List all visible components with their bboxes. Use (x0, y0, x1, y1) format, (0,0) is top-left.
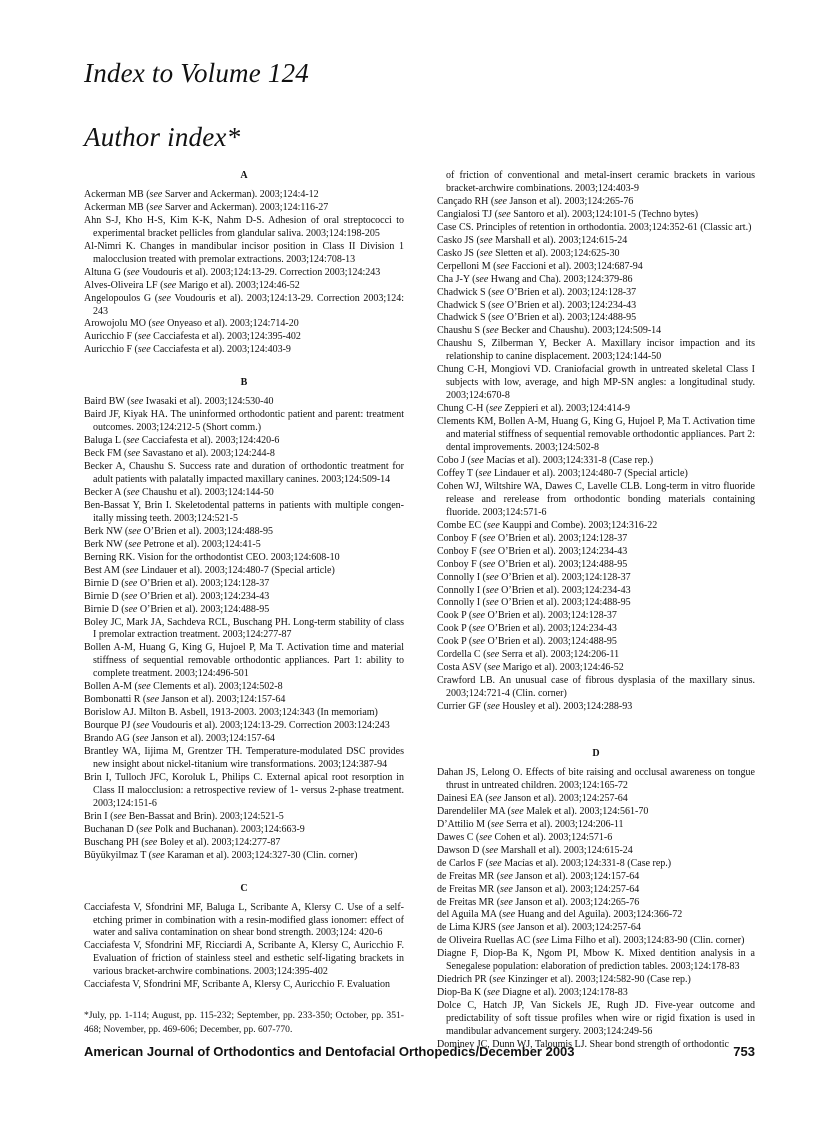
index-entry: Currier GF (see Housley et al). 2003;124:288-93 (437, 701, 633, 713)
index-entry: Auricchio F (see Cacciafesta et al). 2003;124:403-9 (84, 344, 291, 356)
journal-name: American Journal of Orthodontics and Dentofacial Orthopedics/December 2003 (84, 1044, 575, 1059)
index-entry: Crawford LB. An unusual case of fibrous dysplasia of the maxillary sinus. 2003;124:721-4 (Clin. corner) (437, 675, 755, 700)
index-entry: Baird BW (see Iwasaki et al). 2003;124:530-40 (84, 396, 274, 408)
index-entry: Cangialosi TJ (see Santoro et al). 2003;124:101-5 (Techno bytes) (437, 208, 699, 220)
index-entry: Dahan JS, Lelong O. Effects of bite raising and occlusal awareness on tongue thrust in untreated children. 2003;124:165-72 (437, 766, 755, 791)
index-entry: Cook P (see O’Brien et al). 2003;124:488-95 (437, 636, 617, 648)
index-entry: Bombonatti R (see Janson et al). 2003;124:157-64 (84, 694, 286, 706)
volume-index-title: Index to Volume 124 (84, 58, 309, 88)
index-entry: Ben-Bassat Y, Brin I. Skeletodental patterns in patients with multiple congen-itally missing teeth. 2003;124:521-5 (84, 499, 404, 524)
index-entry: Chaushu S, Zilberman Y, Becker A. Maxillary incisor impaction and its relationship to canine displacement. 2003;124:144-50 (437, 338, 755, 363)
index-entry: Birnie D (see O’Brien et al). 2003;124:234-43 (84, 590, 270, 602)
index-entry: Bollen A-M, Huang G, King G, Hujoel P, Ma T. Activation time and material stiffness of sequential removable orthodontic appliances. Part 1: ability to complete treatment. 2003;124:496-501 (84, 642, 404, 680)
section-letter-a: A (240, 170, 248, 181)
index-entry: Borislow AJ. Milton B. Asbell, 1913-2003. 2003;124:343 (In memoriam) (84, 707, 378, 719)
index-entry: Diedrich PR (see Kinzinger et al). 2003;124:582-90 (Case rep.) (437, 974, 691, 986)
index-entry: Costa ASV (see Marigo et al). 2003;124:46-52 (437, 662, 624, 674)
index-entry: Connolly I (see O’Brien et al). 2003;124:234-43 (437, 584, 631, 596)
index-entry: de Freitas MR (see Janson et al). 2003;124:157-64 (437, 870, 640, 882)
index-entry: Chung C-H, Mongiovi VD. Craniofacial growth in untreated skeletal Class I subjects with low, average, and high MP-SN angles: a longitudinal study. 2003;124:670-8 (437, 364, 755, 402)
index-entry: Cerpelloni M (see Faccioni et al). 2003;124:687-94 (437, 260, 643, 272)
index-entry: Buchanan D (see Polk and Buchanan). 2003;124:663-9 (84, 823, 305, 835)
index-entry: Dominey JC, Dunn WJ, Taloumis LJ. Shear bond strength of orthodontic (437, 1039, 729, 1050)
index-entry: Case CS. Principles of retention in orthodontia. 2003;124:352-61 (Classic art.) (437, 221, 752, 233)
index-entry: Birnie D (see O’Brien et al). 2003;124:128-37 (84, 577, 270, 589)
index-entry: Berk NW (see O’Brien et al). 2003;124:488-95 (84, 525, 273, 537)
index-entry: Bollen A-M (see Clements et al). 2003;124:502-8 (84, 681, 283, 693)
index-entry: Ahn S-J, Kho H-S, Kim K-K, Nahm D-S. Adhesion of oral streptococci to experimental bracket pellicles from glandular saliva. 2003;124:198-205 (84, 214, 404, 239)
index-entry: Dolce C, Hatch JP, Van Sickels JE, Rugh JD. Five-year outcome and predictability of soft tissue profiles when wire or rigid fixation is used in mandibular advancement surgery. 2003;124:249-56 (437, 1000, 755, 1038)
author-index-heading: Author index* (84, 122, 241, 152)
index-entry: Angelopoulos G (see Voudouris et al). 2003;124:13-29. Correction 2003;124: 243 (84, 292, 404, 317)
right-column (437, 170, 755, 1052)
index-entry: Casko JS (see Sletten et al). 2003;124:625-30 (437, 247, 620, 259)
index-entry: Baird JF, Kiyak HA. The uninformed orthodontic patient and parent: treatment outcomes. 2003;124:212-5 (Short comm.) (84, 409, 404, 434)
page-footer (84, 1044, 755, 1059)
index-entry: Alves-Oliveira LF (see Marigo et al). 2003;124:46-52 (84, 279, 300, 291)
index-entry: Auricchio F (see Cacciafesta et al). 2003;124:395-402 (84, 331, 301, 343)
index-entry: de Oliveira Ruellas AC (see Lima Filho et al). 2003;124:83-90 (Clin. corner) (437, 935, 745, 947)
index-entry: D’Attilio M (see Serra et al). 2003;124:206-11 (437, 818, 624, 830)
index-entry: Coffey T (see Lindauer et al). 2003;124:480-7 (Special article) (437, 467, 688, 479)
section-letter-c: C (240, 882, 248, 894)
index-entry: Dawson D (see Marshall et al). 2003;124:615-24 (437, 844, 633, 856)
index-entry: Büyükyilmaz T (see Karaman et al). 2003;124:327-30 (Clin. corner) (84, 849, 358, 861)
index-entry: Cha J-Y (see Hwang and Cha). 2003;124:379-86 (437, 273, 633, 285)
index-entry: Connolly I (see O’Brien et al). 2003;124:128-37 (437, 571, 631, 583)
index-entry: Brin I, Tulloch JFC, Koroluk L, Philips C. External apical root resorption in Class II malocclusion: a retrospective review of 1- versus 2-phase treatment. 2003;124:151-6 (84, 771, 404, 809)
index-entry: Chaushu S (see Becker and Chaushu). 2003;124:509-14 (437, 325, 662, 337)
index-entry: Brin I (see Ben-Bassat and Brin). 2003;124:521-5 (84, 810, 284, 822)
index-entry: Conboy F (see O’Brien et al). 2003;124:234-43 (437, 545, 628, 557)
index-entry: Cacciafesta V, Sfondrini MF, Baluga L, Scribante A, Klersy C. Use of a self-etching primer in combination with a resin-modified glass ionomer: effect of water and saliva contamination on shear bond strength. 2003;124: 420-6 (84, 901, 404, 939)
index-entry: de Freitas MR (see Janson et al). 2003;124:257-64 (437, 883, 640, 895)
index-entry: Clements KM, Bollen A-M, Huang G, King G, Hujoel P, Ma T. Activation time and material stiffness of sequential removable orthodontic appliances. Part 2: dental improvements. 2003;124:502-8 (437, 416, 755, 454)
index-entry: Ackerman MB (see Sarver and Ackerman). 2003;124:116-27 (84, 201, 329, 213)
index-entry: Brando AG (see Janson et al). 2003;124:157-64 (84, 733, 275, 745)
footnote: *July, pp. 1-114; August, pp. 115-232; September, pp. 233-350; October, pp. 351-468; November, pp. 469-606; December, pp. 607-770. (84, 1010, 404, 1035)
index-entry: Cobo J (see Macías et al). 2003;124:331-8 (Case rep.) (437, 454, 654, 466)
index-entry: Birnie D (see O’Brien et al). 2003;124:488-95 (84, 603, 270, 615)
index-entry: Dainesi EA (see Janson et al). 2003;124:257-64 (437, 792, 628, 804)
index-entry: Dawes C (see Cohen et al). 2003;124:571-6 (437, 831, 613, 843)
index-entry: Boley JC, Mark JA, Sachdeva RCL, Buschang PH. Long-term stability of class I premolar extraction treatment. 2003;124:277-87 (84, 616, 404, 641)
index-entry: Becker A (see Chaushu et al). 2003;124:144-50 (84, 486, 274, 498)
index-entry: Arowojolu MO (see Onyeaso et al). 2003;124:714-20 (84, 318, 299, 330)
index-entry: Cohen WJ, Wiltshire WA, Dawes C, Lavelle CLB. Long-term in vitro fluoride release and rerelease from orthodontic bonding materials containing fluoride. 2003;124:571-6 (437, 480, 755, 518)
index-entry: Berning RK. Vision for the orthodontist CEO. 2003;124:608-10 (84, 551, 340, 563)
index-entry: de Carlos F (see Macías et al). 2003;124:331-8 (Case rep.) (437, 857, 672, 869)
index-entry: Chadwick S (see O’Brien et al). 2003;124:234-43 (437, 299, 637, 311)
index-entry: Altuna G (see Voudouris et al). 2003;124:13-29. Correction 2003;124:243 (84, 266, 381, 278)
section-letter-b: B (240, 377, 248, 389)
index-entry: Connolly I (see O’Brien et al). 2003;124:488-95 (437, 597, 631, 609)
index-entry: Ackerman MB (see Sarver and Ackerman). 2003;124:4-12 (84, 188, 319, 200)
index-entry: Cook P (see O’Brien et al). 2003;124:128-37 (437, 610, 617, 622)
index-entry: Cacciafesta V, Sfondrini MF, Ricciardi A, Scribante A, Klersy C, Auricchio F. Evaluation of friction of stainless steel and esthetic self-ligating brackets in various bracket-archwire combinations. 2003;124:395-402 (84, 940, 404, 978)
page-number: 753 (733, 1044, 755, 1059)
index-entry: de Freitas MR (see Janson et al). 2003;124:265-76 (437, 896, 640, 908)
index-entry: Diop-Ba K (see Diagne et al). 2003;124:178-83 (437, 987, 628, 999)
index-entry: Becker A, Chaushu S. Success rate and duration of orthodontic treatment for adult patients with palatally impacted maxillary canines. 2003;124:509-14 (84, 461, 404, 486)
continued-entry: of friction of conventional and metal-insert ceramic brackets in various bracket-archwire combinations. 2003;124:403-9 (446, 170, 755, 194)
index-entry: Cacciafesta V, Sfondrini MF, Scribante A, Klersy C, Auricchio F. Evaluation (84, 979, 391, 991)
index-entry: Chadwick S (see O’Brien et al). 2003;124:128-37 (437, 286, 637, 298)
index-entry: Conboy F (see O’Brien et al). 2003;124:488-95 (437, 558, 628, 570)
index-entry: Chung C-H (see Zeppieri et al). 2003;124:414-9 (437, 403, 631, 415)
index-entry: Combe EC (see Kauppi and Combe). 2003;124:316-22 (437, 519, 658, 531)
index-entry: Cançado RH (see Janson et al). 2003;124:265-76 (437, 195, 634, 207)
index-entry: Chadwick S (see O’Brien et al). 2003;124:488-95 (437, 312, 637, 324)
section-letter-d: D (592, 748, 600, 760)
index-entry: Conboy F (see O’Brien et al). 2003;124:128-37 (437, 532, 628, 544)
index-entry: Beck FM (see Savastano et al). 2003;124:244-8 (84, 448, 275, 460)
index-entry: Baluga L (see Cacciafesta et al). 2003;124:420-6 (84, 435, 280, 447)
left-column (84, 170, 404, 992)
index-entry: Al-Nimri K. Changes in mandibular incisor position in Class II Division 1 malocclusion treated with premolar extractions. 2003;124:708-13 (84, 240, 404, 265)
index-entry: Cordella C (see Serra et al). 2003;124:206-11 (437, 649, 620, 661)
index-entry: de Lima KJRS (see Janson et al). 2003;124:257-64 (437, 922, 641, 934)
index-entry: Darendeliler MA (see Malek et al). 2003;124:561-70 (437, 805, 649, 817)
index-entry: Casko JS (see Marshall et al). 2003;124:615-24 (437, 234, 628, 246)
index-entry: Best AM (see Lindauer et al). 2003;124:480-7 (Special article) (84, 564, 335, 576)
index-entry: del Aguila MA (see Huang and del Aguila). 2003;124:366-72 (437, 909, 683, 921)
index-entry: Buschang PH (see Boley et al). 2003;124:277-87 (84, 836, 281, 848)
index-entry: Bourque PJ (see Voudouris et al). 2003;124:13-29. Correction 2003:124:243 (84, 720, 390, 732)
index-entry: Diagne F, Diop-Ba K, Ngom PI, Mbow K. Mixed dentition analysis in a Senegalese population: elaboration of prediction tables. 2003;124:178-83 (437, 948, 755, 973)
index-entry: Berk NW (see Petrone et al). 2003;124:41-5 (84, 538, 261, 550)
index-entry: Cook P (see O’Brien et al). 2003;124:234-43 (437, 623, 617, 635)
index-entry: Brantley WA, Iijima M, Grentzer TH. Temperature-modulated DSC provides new insight about nickel-titanium wire transformations. 2003;124:387-94 (84, 746, 404, 770)
